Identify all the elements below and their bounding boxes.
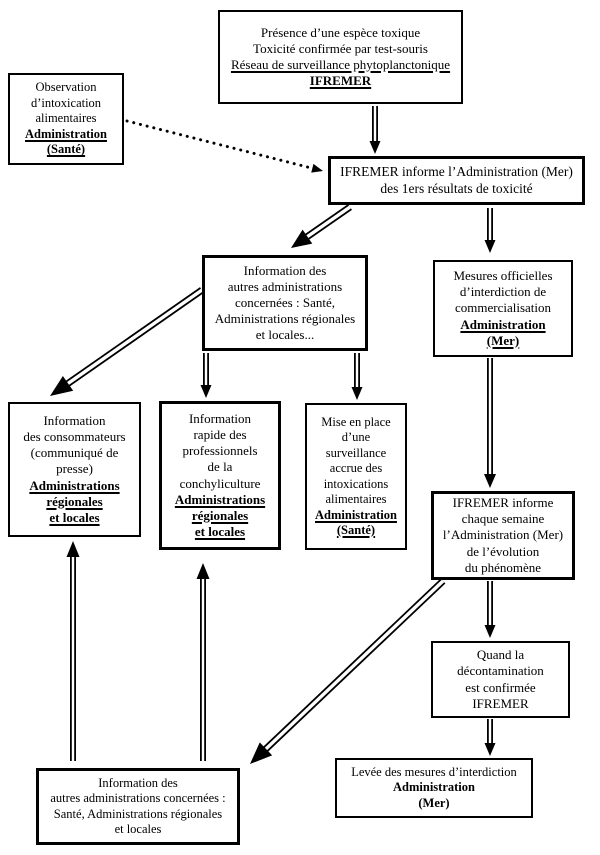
box-line: et locales [49, 509, 100, 525]
box-line: Toxicité confirmée par test-souris [253, 40, 428, 56]
box-line: d’intoxication [30, 95, 102, 110]
box-line: Administrations [174, 491, 266, 507]
box-levee-mesures [335, 758, 533, 818]
box-line: Mesures officielles [453, 268, 553, 284]
box-line: régionales [46, 493, 103, 509]
box-line: Administrations [29, 477, 120, 493]
arrow-info-autres-to-consommateurs [50, 290, 202, 396]
box-line: est confirmée [465, 679, 536, 695]
box-line: surveillance [325, 445, 387, 460]
box-line: (Santé) [336, 523, 376, 537]
box-information-autres-administrations-2 [36, 768, 240, 845]
box-line: Levée des mesures d’interdiction [351, 764, 517, 779]
box-decontamination-confirmee [431, 641, 570, 718]
arrow-ifremer-semaine-to-info-autres-2 [250, 581, 443, 764]
box-line: chaque semaine [461, 511, 545, 527]
box-observation-intoxication [8, 73, 124, 165]
box-line: alimentaires [325, 492, 387, 506]
box-line: (communiqué de [30, 445, 119, 461]
box-information-autres-administrations [202, 255, 368, 351]
box-line: (Santé) [46, 142, 86, 157]
box-line: Santé, Administrations régionales [53, 806, 223, 821]
box-mesures-interdiction [433, 260, 573, 357]
box-information-consommateurs [8, 402, 141, 537]
arrow-mesures-to-ifremer-semaine [484, 358, 496, 488]
box-line: IFREMER [472, 695, 529, 711]
box-line: Présence d’une espèce toxique [260, 24, 421, 40]
box-line: concernées : Santé, [235, 294, 335, 310]
box-line: et locales [194, 523, 246, 539]
arrow-ifremer-semaine-to-decontamination [485, 581, 496, 638]
box-presence-espece-toxique [218, 10, 463, 104]
box-line: des consommateurs [23, 429, 126, 445]
box-line: Information des [98, 775, 178, 790]
box-line: d’une [341, 430, 371, 444]
box-information-professionnels [159, 401, 281, 550]
box-line: Quand la [476, 647, 525, 663]
box-line: Administration [315, 507, 397, 522]
box-line: du phénomène [464, 559, 542, 575]
box-line: Information [188, 411, 252, 427]
arrow-info-autres-to-surveillance [352, 353, 363, 400]
box-line: Information des [243, 262, 327, 278]
box-ifremer-informe-semaine [431, 491, 575, 580]
box-line: professionnels [182, 443, 258, 459]
box-ifremer-informe-resultats [328, 156, 585, 205]
box-line: commercialisation [454, 300, 552, 316]
box-line: conchyliculture [179, 475, 261, 491]
box-line: d’interdiction de [459, 284, 547, 300]
box-line: rapide des [193, 427, 247, 443]
arrow-info-autres-2-to-consommateurs [67, 541, 80, 761]
box-line: (Mer) [486, 332, 520, 348]
arrow-info-autres-to-professionnels [201, 353, 212, 398]
box-line: IFREMER informe [452, 495, 554, 511]
box-line: accrue des [329, 461, 383, 475]
box-line: régionales [191, 507, 249, 523]
box-line: Observation [35, 80, 97, 95]
box-line: Réseau de surveillance phytoplanctonique [230, 57, 451, 72]
box-line: IFREMER informe l’Administration (Mer) [340, 163, 573, 179]
box-line: (Mer) [418, 795, 450, 810]
arrow-ifremer-informe-to-info-autres [291, 207, 350, 248]
arrow-ifremer-informe-to-mesures [485, 208, 496, 253]
box-line: presse) [56, 461, 93, 477]
box-line: alimentaires [35, 111, 97, 126]
box-line: l’Administration (Mer) [442, 527, 564, 543]
box-line: Administration [460, 316, 546, 332]
box-line: de la [207, 459, 233, 475]
box-line: et locales... [255, 327, 315, 343]
box-line: intoxications [323, 476, 389, 491]
arrow-info-autres-2-to-professionnels [197, 563, 210, 761]
box-line: Information [43, 413, 106, 429]
arrow-observation-to-ifremer-informe [127, 121, 323, 173]
arrow-presence-to-ifremer-informe [370, 106, 381, 154]
box-line: IFREMER [309, 73, 372, 89]
box-surveillance-accrue [305, 403, 407, 550]
box-line: Mise en place [321, 414, 391, 429]
arrow-decontamination-to-levee [485, 719, 496, 756]
box-line: Administration [25, 126, 107, 141]
box-line: autres administrations [227, 278, 343, 294]
box-line: autres administrations concernées : [50, 791, 226, 805]
box-line: et locales [114, 822, 162, 836]
box-line: décontamination [457, 663, 544, 679]
box-line: Administrations régionales [214, 311, 356, 327]
box-line: des 1ers résultats de toxicité [380, 180, 533, 196]
box-line: de l’évolution [466, 543, 540, 559]
box-line: Administration [393, 780, 475, 795]
